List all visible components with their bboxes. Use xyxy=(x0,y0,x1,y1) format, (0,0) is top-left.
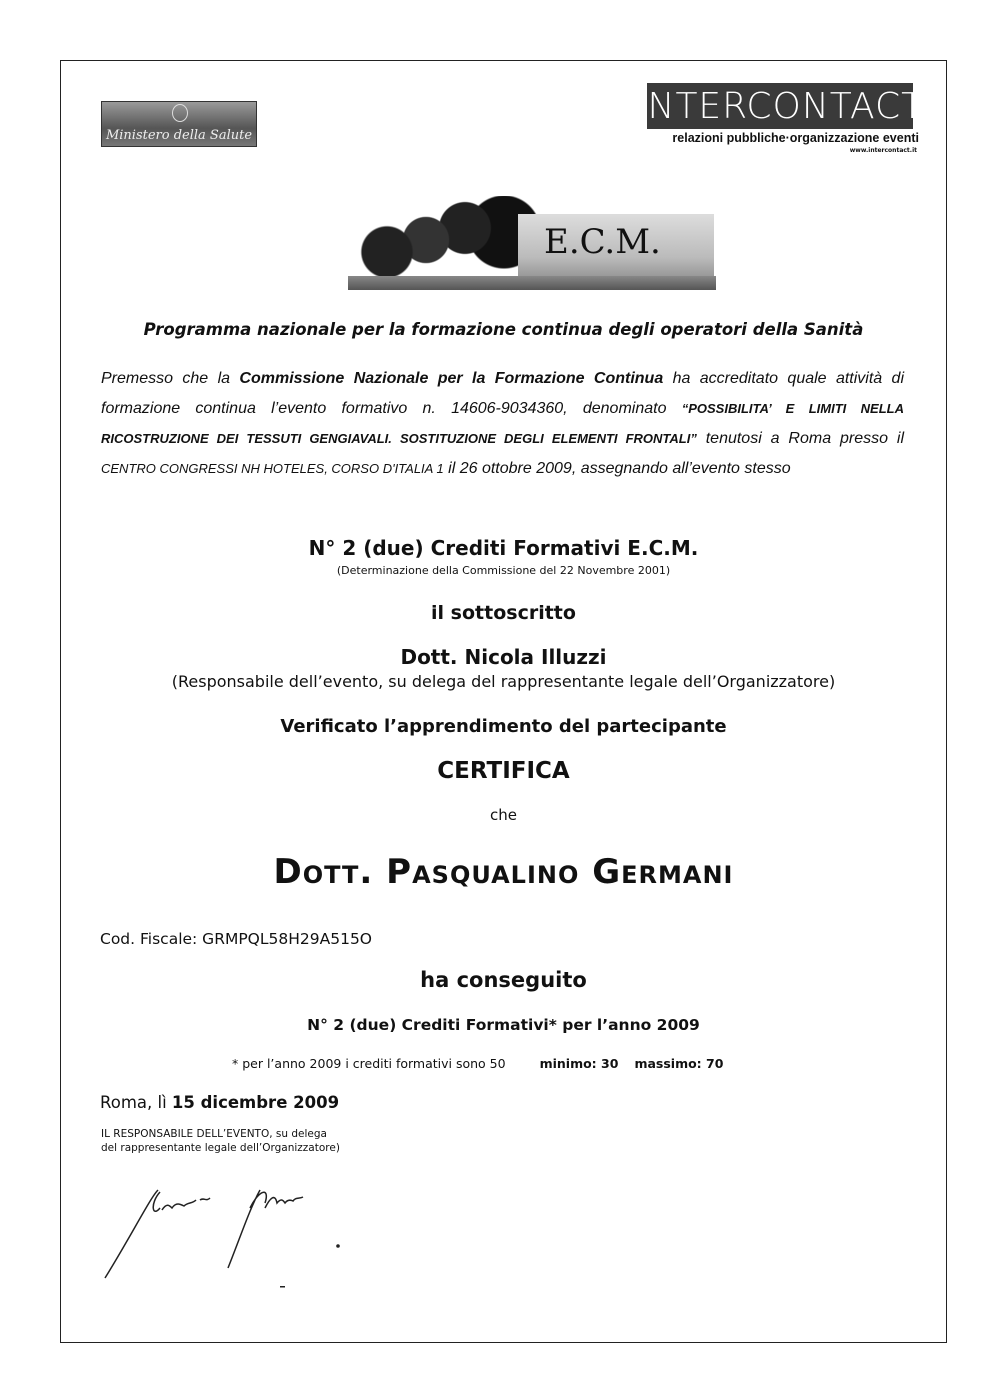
place-date xyxy=(100,1093,339,1112)
program-title: Programma nazionale per la formazione continua degli operatori della Sanità xyxy=(143,320,864,339)
verified-line: Verificato l’apprendimento del partecipante xyxy=(280,716,727,737)
text: tenutosi a Roma presso il xyxy=(696,430,904,447)
footnote-min: minimo: 30 xyxy=(539,1056,619,1071)
responsible-line-2: del rappresentante legale dell’Organizzatore) xyxy=(101,1142,340,1154)
event-title: “POSSIBILITA’ E LIMITI NELLA RICOSTRUZIONE DEI TESSUTI GENGIAVALI. SOSTITUZIONE DEGLI ELEMENTI FRONTALI” xyxy=(101,401,904,446)
text: il 26 ottobre 2009, assegnando all’evento stesso xyxy=(443,460,791,477)
credits-heading: N° 2 (due) Crediti Formativi E.C.M. xyxy=(308,536,699,560)
certifica-heading: CERTIFICA xyxy=(437,758,570,784)
signatory-name: Dott. Nicola Illuzzi xyxy=(400,645,607,669)
ecm-bottom-bar xyxy=(348,276,716,290)
intercontact-url: www.intercontact.it xyxy=(849,147,917,154)
responsible-label xyxy=(101,1127,340,1155)
footnote-max: massimo: 70 xyxy=(634,1056,724,1071)
commission-name: Commissione Nazionale per la Formazione Continua xyxy=(239,370,664,387)
signature xyxy=(100,1178,360,1298)
text: ha accreditato quale attività di formazione continua l’evento formativo n. 14606-9034360, denominato xyxy=(101,370,905,417)
responsible-line-1: IL RESPONSABILE DELL’EVENTO, su delega xyxy=(101,1128,327,1140)
ecm-logo-text: E.C.M. xyxy=(544,222,661,262)
ecm-logo xyxy=(348,196,716,292)
text: Premesso che la xyxy=(101,370,240,387)
achieved-text: ha conseguito xyxy=(420,968,587,992)
determination-note: (Determinazione della Commissione del 22 Novembre 2001) xyxy=(336,564,671,577)
credits-awarded: N° 2 (due) Crediti Formativi* per l’anno 2009 xyxy=(307,1016,700,1034)
codice-fiscale: Cod. Fiscale: GRMPQL58H29A515O xyxy=(100,930,373,948)
footnote xyxy=(232,1056,723,1071)
ministero-logo-text: Ministero della Salute xyxy=(105,128,253,143)
ministero-salute-logo xyxy=(101,101,257,147)
sottoscritto: il sottoscritto xyxy=(431,602,576,624)
participant-name: Dott. Pasqualino Germani xyxy=(273,852,734,892)
ecm-people-image xyxy=(348,196,543,276)
ecm-band xyxy=(518,214,714,276)
date: 15 dicembre 2009 xyxy=(171,1093,340,1112)
footnote-text: * per l’anno 2009 i crediti formativi sono 50 xyxy=(232,1056,506,1071)
signatory-role: (Responsabile dell’evento, su delega del rappresentante legale dell’Organizzatore) xyxy=(171,672,836,691)
che-text: che xyxy=(490,806,517,824)
intercontact-logo: INTERCONTACT xyxy=(647,83,913,129)
premise-paragraph xyxy=(101,364,904,484)
place: Roma, lì xyxy=(100,1093,172,1112)
venue: CENTRO CONGRESSI NH HOTELES, CORSO D'ITALIA 1 xyxy=(101,461,444,476)
intercontact-tagline: relazioni pubbliche·organizzazione eventi xyxy=(672,131,919,145)
emblem-icon xyxy=(172,104,188,122)
